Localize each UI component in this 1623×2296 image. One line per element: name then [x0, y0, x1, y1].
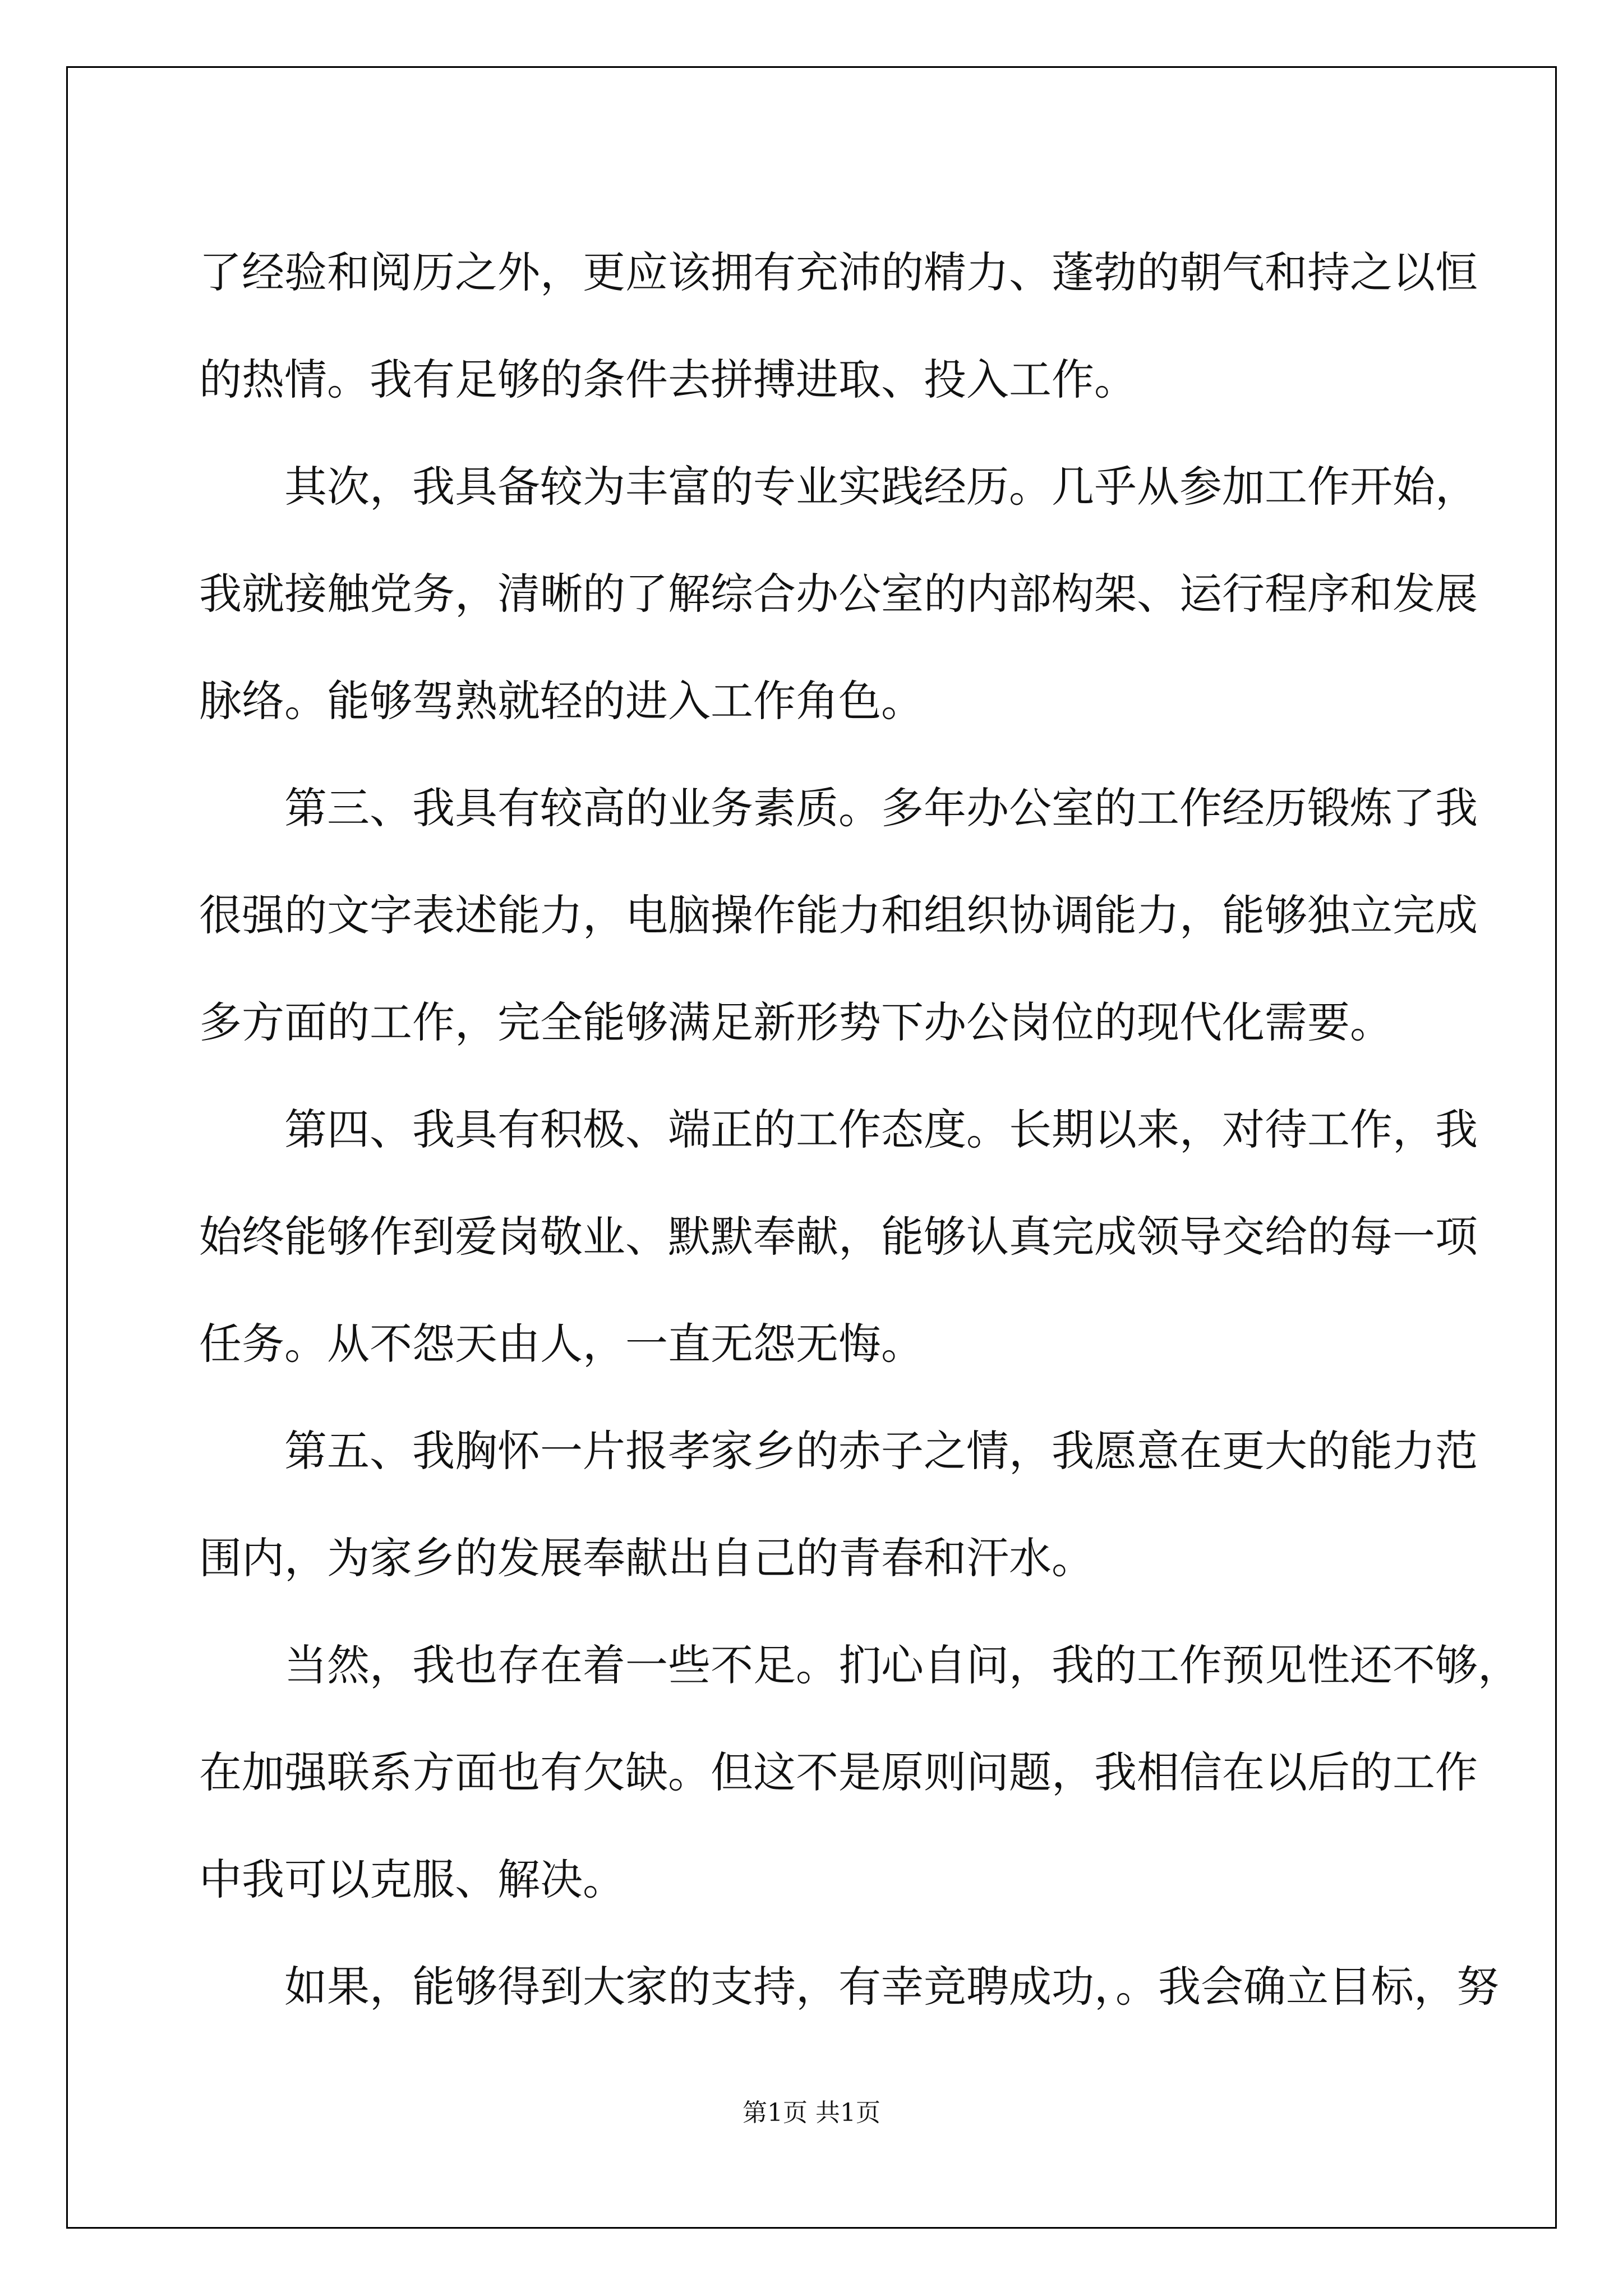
text-line: 第五、我胸怀一片报孝家乡的赤子之情，我愿意在更大的能力范 [284, 1426, 1478, 1476]
text-line: 围内，为家乡的发展奉献出自己的青春和汗水。 [199, 1533, 1094, 1583]
text-line: 在加强联系方面也有欠缺。但这不是原则问题，我相信在以后的工作 [199, 1747, 1478, 1797]
text-line: 其次，我具备较为丰富的专业实践经历。几乎从参加工作开始， [284, 462, 1478, 512]
text-line: 第三、我具有较高的业务素质。多年办公室的工作经历锻炼了我 [284, 783, 1478, 833]
text-line: 任务。从不怨天由人，一直无怨无悔。 [199, 1319, 924, 1369]
text-line: 我就接触党务，清晰的了解综合办公室的内部构架、运行程序和发展 [199, 569, 1478, 619]
text-line: 当然，我也存在着一些不足。扪心自问，我的工作预见性还不够， [284, 1640, 1520, 1690]
text-line: 如果，能够得到大家的支持，有幸竞聘成功，。我会确立目标，努 [284, 1962, 1499, 2012]
text-line: 脉络。能够驾熟就轻的进入工作角色。 [199, 676, 924, 726]
text-line: 中我可以克服、解决。 [199, 1855, 625, 1904]
text-line: 第四、我具有积极、端正的工作态度。长期以来，对待工作，我 [284, 1105, 1478, 1154]
text-line: 多方面的工作，完全能够满足新形势下办公岗位的现代化需要。 [199, 997, 1393, 1047]
text-line: 的热情。我有足够的条件去拼搏进取、投入工作。 [199, 355, 1137, 404]
text-line: 了经验和阅历之外，更应该拥有充沛的精力、蓬勃的朝气和持之以恒 [199, 247, 1478, 297]
document-body [199, 219, 1520, 2040]
text-line: 始终能够作到爱岗敬业、默默奉献，能够认真完成领导交给的每一项 [199, 1212, 1478, 1262]
page-footer: 第1页 共1页 [743, 2099, 880, 2127]
text-line: 很强的文字表述能力，电脑操作能力和组织协调能力，能够独立完成 [199, 890, 1478, 940]
